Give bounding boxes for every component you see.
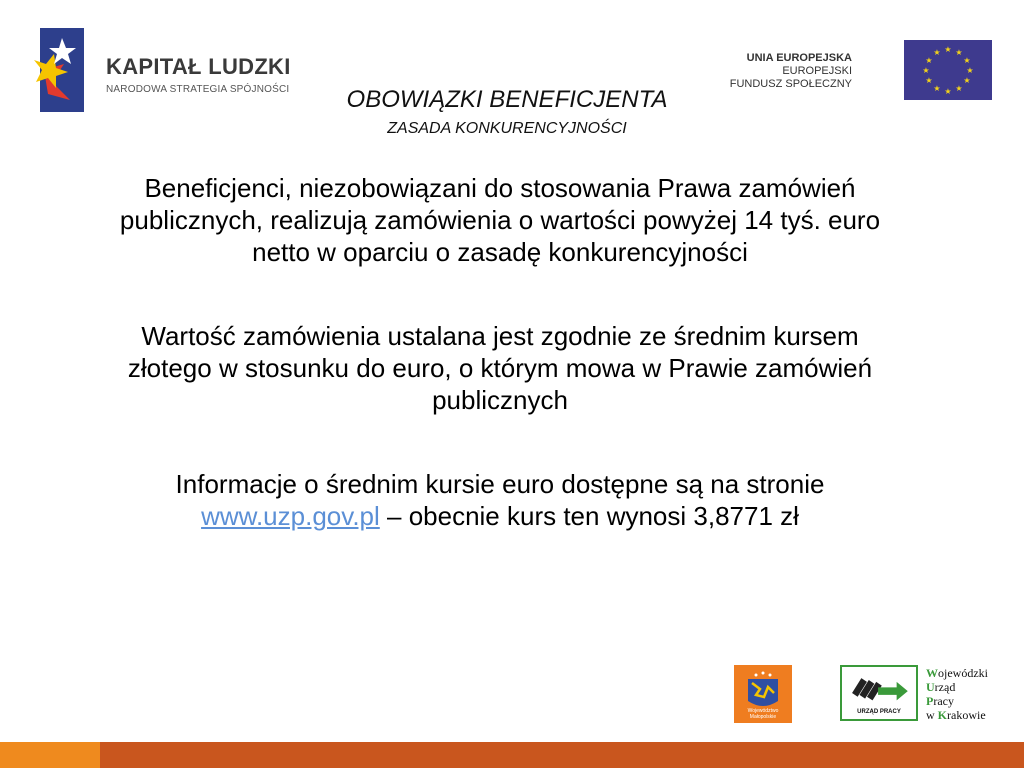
svg-text:★: ★ (944, 87, 952, 96)
svg-text:★: ★ (925, 76, 933, 85)
svg-text:★: ★ (933, 48, 941, 57)
svg-text:★: ★ (944, 45, 952, 54)
wup-logo (840, 665, 918, 721)
malopolska-caption: Województwo Małopolskie (747, 708, 779, 720)
kapital-ludzki-title: KAPITAŁ LUDZKI (106, 54, 291, 79)
uzp-link[interactable]: www.uzp.gov.pl (201, 501, 380, 531)
svg-text:★: ★ (955, 84, 963, 93)
svg-text:★: ★ (963, 56, 971, 65)
paragraph-1: Beneficjenci, niezobowiązani do stosowania Prawa zamówień publicznych, realizują zamówienia o wartości powyżej 14 tyś. euro netto w oparciu o zasadę konkurencyjności (119, 173, 881, 267)
malopolska-logo (734, 665, 792, 723)
wup-name (926, 666, 1022, 722)
wup-line-1: Wojewódzki (926, 666, 988, 680)
svg-text:★: ★ (955, 48, 963, 57)
svg-text:★: ★ (933, 84, 941, 93)
eu-line-3: FUNDUSZ SPOŁECZNY (729, 78, 852, 90)
paragraph-2: Wartość zamówienia ustalana jest zgodnie ze średnim kursem złotego w stosunku do euro, o którym mowa w Prawie zamówień publicznych (127, 321, 873, 415)
svg-text:★: ★ (922, 66, 930, 75)
wup-line-4: w Krakowie (926, 708, 986, 722)
footer-bar-left (0, 742, 100, 768)
wup-caption: URZĄD PRACY (857, 709, 901, 715)
svg-text:★: ★ (963, 76, 971, 85)
slide-subtitle: ZASADA KONKURENCYJNOŚCI (387, 120, 627, 137)
slide-title: OBOWIĄZKI BENEFICJENTA (346, 86, 668, 113)
paragraph-3: Informacje o średnim kursie euro dostępne są na stronie www.uzp.gov.pl – obecnie kurs ten wynosi 3,8771 zł (175, 469, 825, 531)
svg-text:★: ★ (966, 66, 974, 75)
footer-bar-right (100, 742, 1024, 768)
slide-content (110, 172, 890, 584)
wup-line-3: Pracy (926, 694, 954, 708)
kapital-ludzki-subtitle: NARODOWA STRATEGIA SPÓJNOŚCI (106, 84, 290, 95)
eu-line-1: UNIA EUROPEJSKA (746, 52, 852, 64)
eu-line-2: EUROPEJSKI (782, 65, 852, 77)
svg-text:★: ★ (925, 56, 933, 65)
wup-line-2: Urząd (926, 680, 956, 694)
